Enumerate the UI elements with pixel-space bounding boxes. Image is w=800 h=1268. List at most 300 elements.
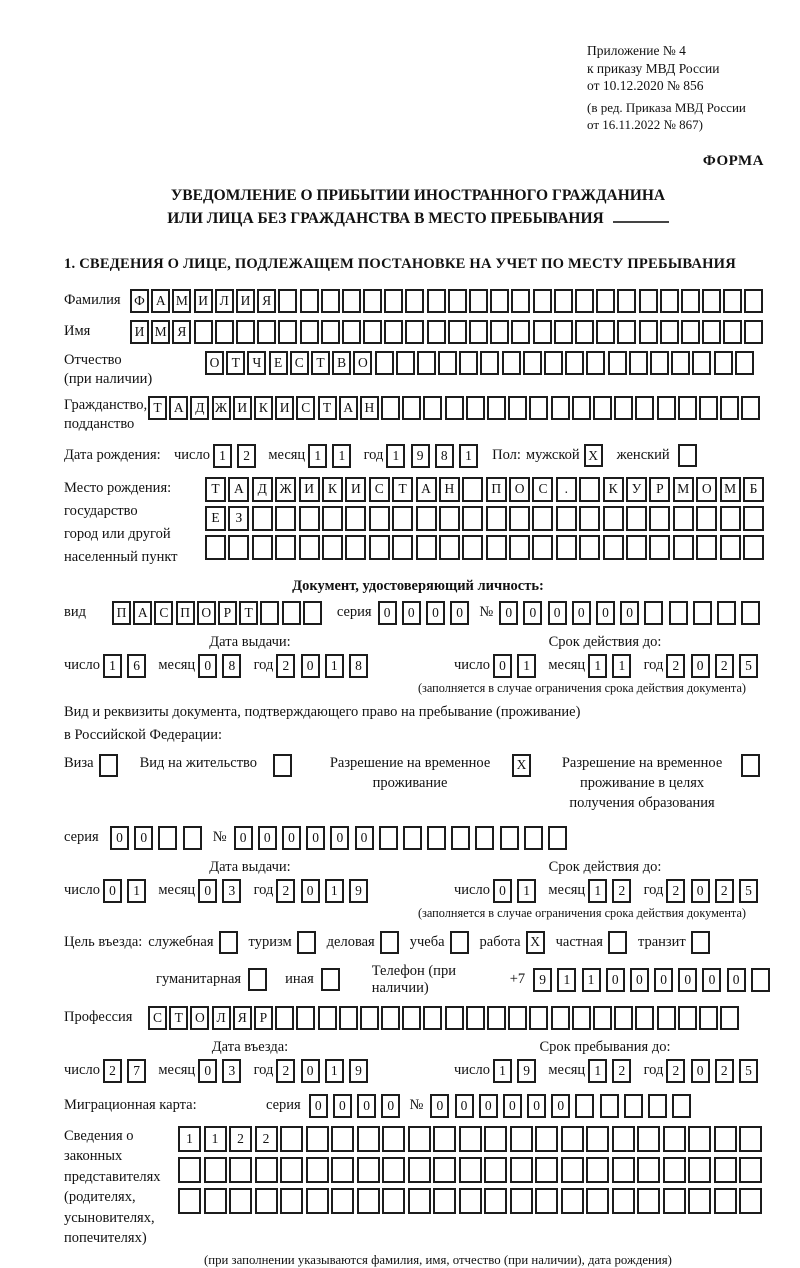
char-cell[interactable] [306,1188,329,1214]
char-cell[interactable]: 0 [654,968,673,992]
char-cell[interactable] [572,1006,591,1030]
char-cell[interactable] [445,1006,464,1030]
char-cell[interactable] [405,320,424,344]
char-cell[interactable]: Л [212,1006,231,1030]
char-cell[interactable] [624,1094,643,1118]
char-cell[interactable]: 9 [517,1059,536,1083]
char-cell[interactable] [296,1006,315,1030]
char-cell[interactable] [405,289,424,313]
char-cell[interactable] [692,351,711,375]
char-cell[interactable] [739,1126,762,1152]
char-cell[interactable] [257,320,276,344]
char-cell[interactable] [462,477,483,502]
char-cell[interactable] [252,535,273,560]
char-cell[interactable]: 1 [588,654,607,678]
char-cell[interactable] [626,506,647,531]
char-cell[interactable]: 0 [426,601,445,625]
char-cell[interactable] [236,320,255,344]
char-cell[interactable]: Т [148,396,167,420]
char-cell[interactable]: Д [252,477,273,502]
char-cell[interactable] [743,535,764,560]
sex-male-checkbox[interactable]: X [584,444,603,467]
char-cell[interactable] [280,1126,303,1152]
char-cell[interactable] [688,1126,711,1152]
char-cell[interactable]: К [603,477,624,502]
char-cell[interactable] [671,351,690,375]
char-cell[interactable] [612,1188,635,1214]
char-cell[interactable] [438,351,457,375]
char-cell[interactable]: 0 [572,601,591,625]
char-cell[interactable]: М [673,477,694,502]
char-cell[interactable] [194,320,213,344]
char-cell[interactable] [369,506,390,531]
char-cell[interactable] [532,535,553,560]
char-cell[interactable] [579,535,600,560]
char-cell[interactable] [720,396,739,420]
char-cell[interactable] [408,1188,431,1214]
char-cell[interactable]: Ч [247,351,266,375]
char-cell[interactable] [720,1006,739,1030]
char-cell[interactable] [579,506,600,531]
char-cell[interactable]: 0 [548,601,567,625]
char-cell[interactable] [717,601,736,625]
char-cell[interactable] [228,535,249,560]
char-cell[interactable] [490,289,509,313]
char-cell[interactable]: 1 [325,879,344,903]
char-cell[interactable]: 2 [276,879,295,903]
char-cell[interactable]: 0 [630,968,649,992]
char-cell[interactable]: 0 [493,879,512,903]
char-cell[interactable]: 0 [134,826,153,850]
char-cell[interactable] [402,1006,421,1030]
char-cell[interactable]: 1 [204,1126,227,1152]
char-cell[interactable] [723,320,742,344]
char-cell[interactable]: О [353,351,372,375]
char-cell[interactable]: 1 [588,1059,607,1083]
char-cell[interactable]: 1 [332,444,351,468]
char-cell[interactable] [229,1188,252,1214]
char-cell[interactable] [278,320,297,344]
char-cell[interactable]: 0 [355,826,374,850]
char-cell[interactable] [596,320,615,344]
char-cell[interactable] [466,396,485,420]
char-cell[interactable] [561,1188,584,1214]
char-cell[interactable] [524,826,543,850]
purpose-official-checkbox[interactable] [219,931,238,954]
char-cell[interactable] [306,1157,329,1183]
char-cell[interactable]: Н [360,396,379,420]
char-cell[interactable] [714,1126,737,1152]
purpose-study-checkbox[interactable] [450,931,469,954]
char-cell[interactable]: 0 [527,1094,546,1118]
char-cell[interactable]: 0 [198,879,217,903]
char-cell[interactable] [639,289,658,313]
char-cell[interactable]: 0 [381,1094,400,1118]
char-cell[interactable] [416,535,437,560]
char-cell[interactable] [255,1188,278,1214]
char-cell[interactable] [480,351,499,375]
char-cell[interactable] [575,1094,594,1118]
char-cell[interactable]: 1 [557,968,576,992]
char-cell[interactable] [509,535,530,560]
char-cell[interactable] [384,289,403,313]
char-cell[interactable]: И [233,396,252,420]
char-cell[interactable] [486,506,507,531]
char-cell[interactable] [660,289,679,313]
char-cell[interactable] [511,289,530,313]
char-cell[interactable] [556,506,577,531]
char-cell[interactable]: П [112,601,131,625]
char-cell[interactable] [714,351,733,375]
char-cell[interactable] [205,535,226,560]
char-cell[interactable] [688,1157,711,1183]
char-cell[interactable] [639,320,658,344]
char-cell[interactable] [739,1157,762,1183]
purpose-tourism-checkbox[interactable] [297,931,316,954]
char-cell[interactable] [275,1006,294,1030]
char-cell[interactable] [451,826,470,850]
char-cell[interactable] [608,351,627,375]
char-cell[interactable] [529,1006,548,1030]
char-cell[interactable] [657,1006,676,1030]
char-cell[interactable] [433,1188,456,1214]
char-cell[interactable] [702,289,721,313]
char-cell[interactable] [363,320,382,344]
char-cell[interactable] [743,506,764,531]
char-cell[interactable]: Ж [212,396,231,420]
char-cell[interactable] [699,1006,718,1030]
char-cell[interactable]: А [228,477,249,502]
char-cell[interactable] [511,320,530,344]
char-cell[interactable]: И [345,477,366,502]
char-cell[interactable] [739,1188,762,1214]
char-cell[interactable] [603,535,624,560]
char-cell[interactable]: Е [269,351,288,375]
char-cell[interactable] [183,826,202,850]
purpose-transit-checkbox[interactable] [691,931,710,954]
char-cell[interactable] [544,351,563,375]
char-cell[interactable]: 2 [715,1059,734,1083]
char-cell[interactable]: Е [205,506,226,531]
char-cell[interactable] [469,289,488,313]
char-cell[interactable] [375,351,394,375]
char-cell[interactable] [369,535,390,560]
char-cell[interactable] [693,601,712,625]
char-cell[interactable] [487,396,506,420]
char-cell[interactable]: Т [226,351,245,375]
char-cell[interactable] [669,601,688,625]
char-cell[interactable]: 1 [386,444,405,468]
char-cell[interactable]: 2 [276,654,295,678]
char-cell[interactable] [678,396,697,420]
char-cell[interactable] [596,289,615,313]
char-cell[interactable] [382,1126,405,1152]
char-cell[interactable] [714,1157,737,1183]
char-cell[interactable] [408,1157,431,1183]
char-cell[interactable]: 8 [222,654,241,678]
char-cell[interactable] [178,1188,201,1214]
char-cell[interactable] [702,320,721,344]
char-cell[interactable]: 3 [222,879,241,903]
char-cell[interactable] [331,1157,354,1183]
temp-permit-checkbox[interactable]: X [512,754,531,777]
char-cell[interactable]: 0 [402,601,421,625]
char-cell[interactable]: Т [311,351,330,375]
char-cell[interactable] [459,1126,482,1152]
char-cell[interactable] [331,1126,354,1152]
char-cell[interactable]: 0 [301,1059,320,1083]
char-cell[interactable] [275,535,296,560]
char-cell[interactable] [673,506,694,531]
char-cell[interactable]: 9 [349,879,368,903]
char-cell[interactable]: У [626,477,647,502]
char-cell[interactable] [720,506,741,531]
char-cell[interactable]: 8 [349,654,368,678]
char-cell[interactable] [612,1126,635,1152]
char-cell[interactable]: 1 [612,654,631,678]
char-cell[interactable] [403,826,422,850]
char-cell[interactable]: С [154,601,173,625]
char-cell[interactable] [278,289,297,313]
char-cell[interactable] [502,351,521,375]
char-cell[interactable] [663,1126,686,1152]
char-cell[interactable]: 5 [739,654,758,678]
char-cell[interactable] [445,396,464,420]
char-cell[interactable] [484,1188,507,1214]
char-cell[interactable] [561,1157,584,1183]
char-cell[interactable] [396,351,415,375]
char-cell[interactable]: 7 [127,1059,146,1083]
char-cell[interactable]: 0 [309,1094,328,1118]
char-cell[interactable]: 0 [691,654,710,678]
char-cell[interactable] [535,1188,558,1214]
char-cell[interactable] [508,396,527,420]
char-cell[interactable] [204,1157,227,1183]
char-cell[interactable]: О [509,477,530,502]
char-cell[interactable] [466,1006,485,1030]
char-cell[interactable]: З [228,506,249,531]
char-cell[interactable]: О [205,351,224,375]
char-cell[interactable] [423,1006,442,1030]
char-cell[interactable] [637,1157,660,1183]
char-cell[interactable]: 1 [517,879,536,903]
char-cell[interactable] [381,1006,400,1030]
char-cell[interactable]: И [194,289,213,313]
char-cell[interactable]: О [197,601,216,625]
char-cell[interactable]: 0 [493,654,512,678]
char-cell[interactable]: 2 [276,1059,295,1083]
char-cell[interactable] [696,506,717,531]
char-cell[interactable] [681,289,700,313]
char-cell[interactable] [459,351,478,375]
char-cell[interactable]: С [290,351,309,375]
char-cell[interactable] [657,396,676,420]
char-cell[interactable]: . [556,477,577,502]
char-cell[interactable]: Ж [275,477,296,502]
char-cell[interactable]: Я [257,289,276,313]
char-cell[interactable] [300,289,319,313]
char-cell[interactable] [331,1188,354,1214]
char-cell[interactable] [475,826,494,850]
char-cell[interactable] [565,351,584,375]
char-cell[interactable] [614,1006,633,1030]
char-cell[interactable]: А [339,396,358,420]
char-cell[interactable] [299,535,320,560]
char-cell[interactable]: Т [392,477,413,502]
char-cell[interactable]: 0 [103,879,122,903]
char-cell[interactable]: 1 [127,879,146,903]
char-cell[interactable]: И [299,477,320,502]
char-cell[interactable] [529,396,548,420]
char-cell[interactable] [510,1157,533,1183]
char-cell[interactable] [535,1157,558,1183]
char-cell[interactable] [469,320,488,344]
char-cell[interactable]: 0 [596,601,615,625]
char-cell[interactable] [744,320,763,344]
char-cell[interactable]: 2 [255,1126,278,1152]
char-cell[interactable] [510,1188,533,1214]
char-cell[interactable]: А [151,289,170,313]
char-cell[interactable]: 0 [606,968,625,992]
char-cell[interactable] [321,320,340,344]
char-cell[interactable]: С [296,396,315,420]
char-cell[interactable] [490,320,509,344]
char-cell[interactable] [408,1126,431,1152]
char-cell[interactable]: 0 [282,826,301,850]
char-cell[interactable]: 0 [727,968,746,992]
char-cell[interactable]: 1 [582,968,601,992]
char-cell[interactable] [532,506,553,531]
char-cell[interactable]: П [486,477,507,502]
char-cell[interactable]: Ф [130,289,149,313]
purpose-work-checkbox[interactable]: X [526,931,545,954]
char-cell[interactable]: Р [254,1006,273,1030]
char-cell[interactable] [500,826,519,850]
char-cell[interactable] [533,289,552,313]
char-cell[interactable] [673,535,694,560]
char-cell[interactable] [579,477,600,502]
char-cell[interactable] [535,1126,558,1152]
char-cell[interactable] [741,601,760,625]
char-cell[interactable] [561,1126,584,1152]
char-cell[interactable] [427,826,446,850]
char-cell[interactable] [644,601,663,625]
char-cell[interactable] [280,1157,303,1183]
char-cell[interactable]: Н [439,477,460,502]
char-cell[interactable]: 0 [479,1094,498,1118]
char-cell[interactable] [723,289,742,313]
char-cell[interactable]: 1 [103,654,122,678]
purpose-business-checkbox[interactable] [380,931,399,954]
char-cell[interactable] [322,535,343,560]
char-cell[interactable]: 0 [702,968,721,992]
char-cell[interactable]: 2 [666,654,685,678]
char-cell[interactable] [402,396,421,420]
char-cell[interactable] [593,1006,612,1030]
char-cell[interactable] [751,968,770,992]
char-cell[interactable] [345,506,366,531]
char-cell[interactable] [744,289,763,313]
char-cell[interactable] [178,1157,201,1183]
char-cell[interactable]: 8 [435,444,454,468]
char-cell[interactable] [699,396,718,420]
char-cell[interactable]: 0 [691,1059,710,1083]
char-cell[interactable]: 5 [739,879,758,903]
char-cell[interactable] [357,1188,380,1214]
char-cell[interactable]: П [176,601,195,625]
char-cell[interactable] [688,1188,711,1214]
char-cell[interactable] [260,601,279,625]
visa-checkbox[interactable] [99,754,118,777]
char-cell[interactable] [459,1157,482,1183]
char-cell[interactable]: 0 [378,601,397,625]
char-cell[interactable]: 2 [103,1059,122,1083]
char-cell[interactable]: 0 [551,1094,570,1118]
char-cell[interactable]: 0 [455,1094,474,1118]
char-cell[interactable] [433,1126,456,1152]
char-cell[interactable]: И [236,289,255,313]
char-cell[interactable] [714,1188,737,1214]
char-cell[interactable] [681,320,700,344]
char-cell[interactable]: 0 [198,1059,217,1083]
char-cell[interactable] [575,320,594,344]
char-cell[interactable] [300,320,319,344]
residence-permit-checkbox[interactable] [273,754,292,777]
char-cell[interactable]: 0 [306,826,325,850]
char-cell[interactable] [360,1006,379,1030]
char-cell[interactable] [575,289,594,313]
char-cell[interactable]: 2 [715,879,734,903]
char-cell[interactable] [635,396,654,420]
char-cell[interactable] [617,289,636,313]
char-cell[interactable] [523,351,542,375]
char-cell[interactable] [342,320,361,344]
char-cell[interactable] [720,535,741,560]
purpose-other-checkbox[interactable] [321,968,340,991]
char-cell[interactable] [282,601,301,625]
char-cell[interactable] [637,1126,660,1152]
char-cell[interactable] [392,506,413,531]
char-cell[interactable] [586,1157,609,1183]
char-cell[interactable]: 0 [357,1094,376,1118]
char-cell[interactable] [345,535,366,560]
char-cell[interactable]: 2 [612,879,631,903]
char-cell[interactable] [509,506,530,531]
char-cell[interactable] [357,1126,380,1152]
char-cell[interactable] [678,1006,697,1030]
char-cell[interactable]: 1 [493,1059,512,1083]
char-cell[interactable] [384,320,403,344]
char-cell[interactable] [158,826,177,850]
char-cell[interactable] [672,1094,691,1118]
char-cell[interactable] [484,1157,507,1183]
char-cell[interactable]: 0 [258,826,277,850]
char-cell[interactable]: 0 [333,1094,352,1118]
char-cell[interactable] [735,351,754,375]
char-cell[interactable] [462,535,483,560]
char-cell[interactable] [342,289,361,313]
char-cell[interactable] [484,1126,507,1152]
char-cell[interactable]: Р [649,477,670,502]
char-cell[interactable]: 6 [127,654,146,678]
char-cell[interactable] [626,535,647,560]
char-cell[interactable]: Б [743,477,764,502]
char-cell[interactable]: 2 [666,1059,685,1083]
char-cell[interactable] [487,1006,506,1030]
char-cell[interactable] [459,1188,482,1214]
char-cell[interactable]: 9 [533,968,552,992]
char-cell[interactable] [614,396,633,420]
